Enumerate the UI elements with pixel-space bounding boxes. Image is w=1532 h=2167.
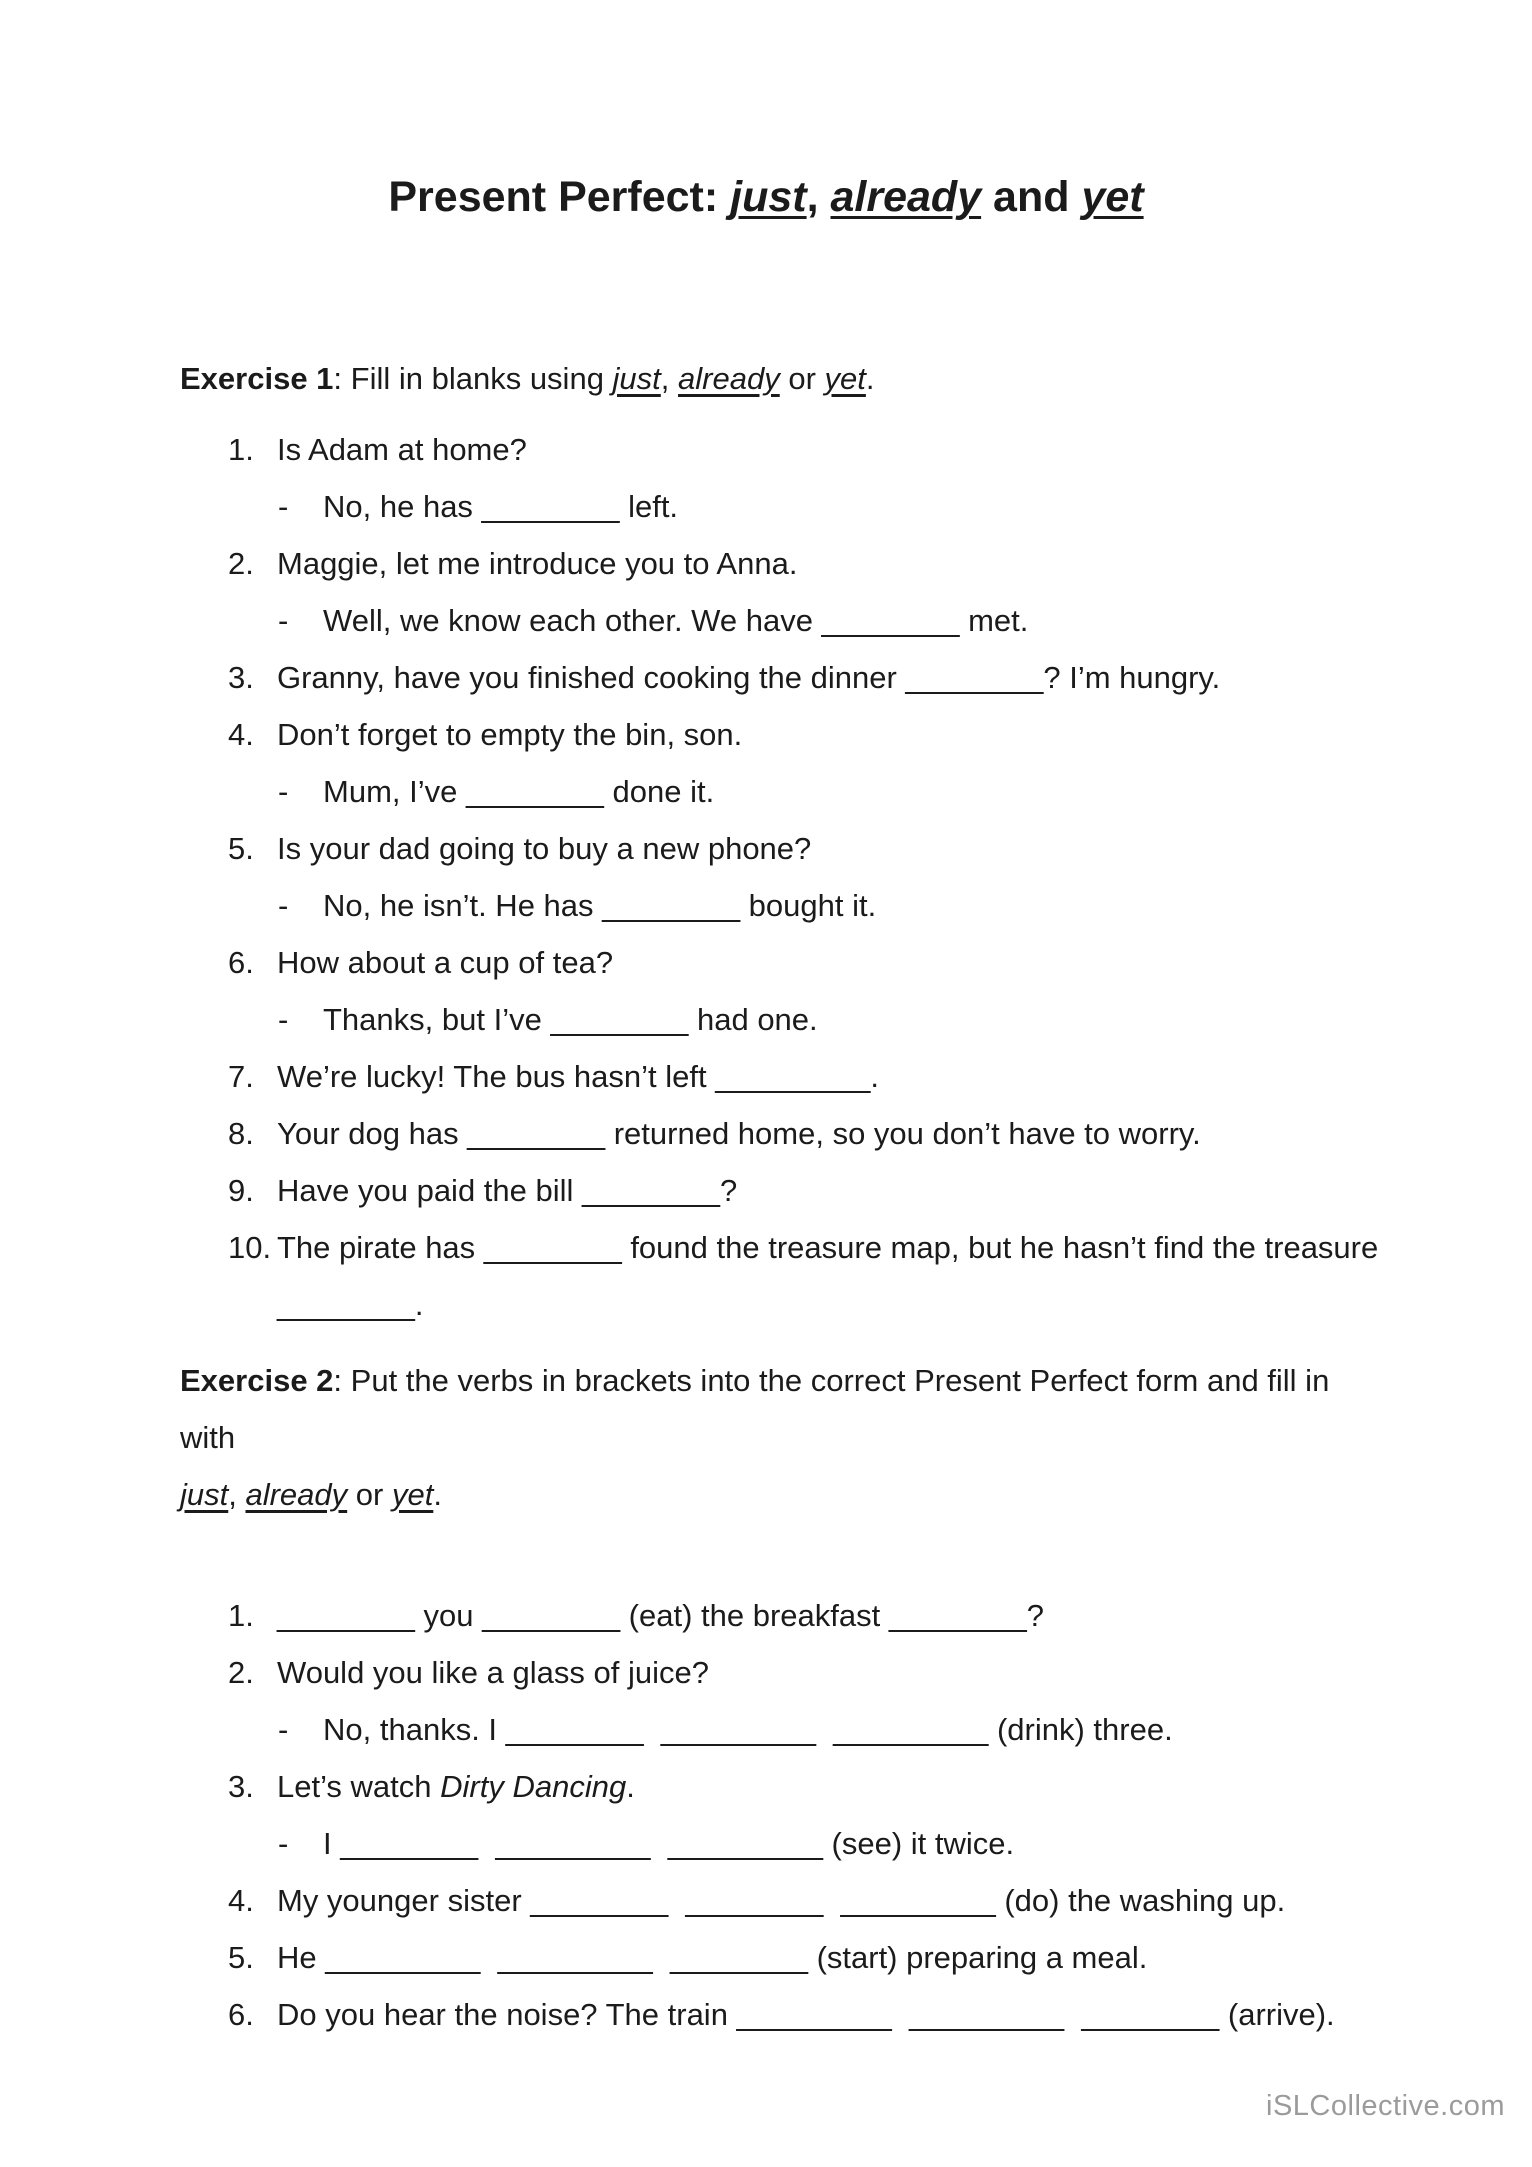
exercise2-sep2: or	[347, 1476, 392, 1512]
exercise1-item-10	[180, 1219, 1379, 1276]
item-number: 3.	[228, 659, 254, 695]
movie-title: Dirty Dancing	[440, 1768, 627, 1804]
exercise1-item-7	[180, 1048, 1352, 1105]
answer-text: No, he isn’t. He has ________ bought it.	[323, 887, 877, 923]
exercise1-label: Exercise 1	[180, 360, 334, 396]
answer-text: Mum, I’ve ________ done it.	[323, 773, 715, 809]
item-number: 4.	[228, 1882, 254, 1918]
exercise2-item-2	[180, 1644, 1352, 1701]
item-number: 7.	[228, 1058, 254, 1094]
exercise1-sep1: ,	[660, 360, 679, 396]
exercise1-item-10-continuation	[180, 1276, 1352, 1333]
exercise1-item-3	[180, 649, 1352, 706]
exercise1-item-5-answer	[180, 877, 1352, 934]
answer-text: No, thanks. I ________ _________ _________ (drink) three.	[323, 1711, 1173, 1747]
dash: -	[278, 1711, 289, 1747]
dash: -	[278, 488, 289, 524]
item-number: 1.	[228, 431, 254, 467]
dash: -	[278, 887, 289, 923]
exercise1-item-6-answer	[180, 991, 1352, 1048]
item-number: 6.	[228, 944, 254, 980]
exercise2-label: Exercise 2	[180, 1362, 334, 1398]
exercise1-item-8	[180, 1105, 1352, 1162]
exercise2-heading-end: .	[433, 1476, 442, 1512]
title-keyword-yet: yet	[1081, 173, 1144, 221]
item-text: Would you like a glass of juice?	[277, 1654, 709, 1690]
item-text: Do you hear the noise? The train _________ _________ ________ (arrive).	[277, 1996, 1335, 2032]
exercise2-item-3	[180, 1758, 1352, 1815]
exercise1-item-9	[180, 1162, 1352, 1219]
keyword-just: just	[612, 360, 661, 396]
keyword-already: already	[678, 360, 780, 396]
answer-text: No, he has ________ left.	[323, 488, 679, 524]
exercise2-sep1: ,	[228, 1476, 246, 1512]
title-keyword-just: just	[730, 173, 807, 221]
title-sep2: and	[981, 173, 1082, 221]
exercise2-item-2-answer	[180, 1701, 1352, 1758]
exercise1-item-1	[180, 421, 1352, 478]
dash: -	[278, 1825, 289, 1861]
item-text	[277, 1769, 635, 1804]
answer-text: Well, we know each other. We have ________ met.	[323, 602, 1029, 638]
item-number: 6.	[228, 1996, 254, 2032]
title-prefix: Present Perfect:	[388, 173, 731, 221]
exercise1-list	[180, 421, 1379, 1333]
exercise1-item-5	[180, 820, 1352, 877]
exercise1-instruction: : Fill in blanks using	[333, 360, 613, 396]
exercise2-list	[180, 1587, 1352, 2043]
item-text: Granny, have you finished cooking the dinner ________? I’m hungry.	[277, 659, 1221, 695]
exercise2-instruction: : Put the verbs in brackets into the correct Present Perfect form and fill in with	[180, 1362, 1338, 1455]
item-text: Have you paid the bill ________?	[277, 1172, 738, 1208]
item-text: We’re lucky! The bus hasn’t left _________.	[277, 1058, 880, 1094]
item-text: Don’t forget to empty the bin, son.	[277, 716, 743, 752]
item-text-pre: Let’s watch	[277, 1768, 441, 1804]
exercise1-item-4-answer	[180, 763, 1352, 820]
item-text: Is your dad going to buy a new phone?	[277, 830, 812, 866]
exercise1-heading	[180, 350, 1352, 407]
keyword-already: already	[245, 1476, 348, 1512]
exercise2-item-6	[180, 1986, 1352, 2043]
exercise2-item-1	[180, 1587, 1352, 1644]
item-number: 5.	[228, 830, 254, 866]
item-text-post: .	[626, 1768, 635, 1804]
item-text: The pirate has ________ found the treasure map, but he hasn’t find the treasure	[277, 1229, 1379, 1265]
answer-text: I ________ _________ _________ (see) it twice.	[323, 1825, 1015, 1861]
page-title	[180, 0, 1352, 224]
exercise1-item-1-answer	[180, 478, 1352, 535]
islcollective-watermark: iSLCollective.com	[1266, 2090, 1505, 2122]
item-text: Maggie, let me introduce you to Anna.	[277, 545, 798, 581]
title-sep1: ,	[806, 173, 831, 221]
dash: -	[278, 1001, 289, 1037]
item-text: Is Adam at home?	[277, 431, 527, 467]
exercise2-heading	[180, 1352, 1352, 1523]
item-number: 2.	[228, 1654, 254, 1690]
exercise1-item-4	[180, 706, 1352, 763]
item-number: 10.	[228, 1229, 272, 1265]
item-text: How about a cup of tea?	[277, 944, 614, 980]
exercise2-item-5	[180, 1929, 1352, 1986]
item-text: ________ you ________ (eat) the breakfast ________?	[277, 1597, 1045, 1633]
dash: -	[278, 602, 289, 638]
exercise1-item-6	[180, 934, 1352, 991]
item-number: 9.	[228, 1172, 254, 1208]
exercise2-item-4	[180, 1872, 1352, 1929]
dash: -	[278, 773, 289, 809]
item-text: He _________ _________ ________ (start) preparing a meal.	[277, 1939, 1148, 1975]
exercise2-item-3-answer	[180, 1815, 1352, 1872]
item-number: 3.	[228, 1768, 254, 1804]
item-number: 2.	[228, 545, 254, 581]
item-number: 8.	[228, 1115, 254, 1151]
item-text: Your dog has ________ returned home, so you don’t have to worry.	[277, 1115, 1201, 1151]
exercise1-sep2: or	[779, 360, 825, 396]
item-number: 1.	[228, 1597, 254, 1633]
title-keyword-already: already	[830, 173, 982, 221]
exercise1-item-2	[180, 535, 1352, 592]
exercise1-item-2-answer	[180, 592, 1352, 649]
item-number: 4.	[228, 716, 254, 752]
item-number: 5.	[228, 1939, 254, 1975]
item-text: My younger sister ________ ________ _________ (do) the washing up.	[277, 1882, 1286, 1918]
answer-text: Thanks, but I’ve ________ had one.	[323, 1001, 818, 1037]
keyword-yet: yet	[824, 360, 866, 396]
keyword-just: just	[180, 1476, 229, 1512]
keyword-yet: yet	[391, 1476, 434, 1512]
blank-line: ________.	[277, 1286, 424, 1322]
exercise1-heading-end: .	[865, 360, 875, 396]
